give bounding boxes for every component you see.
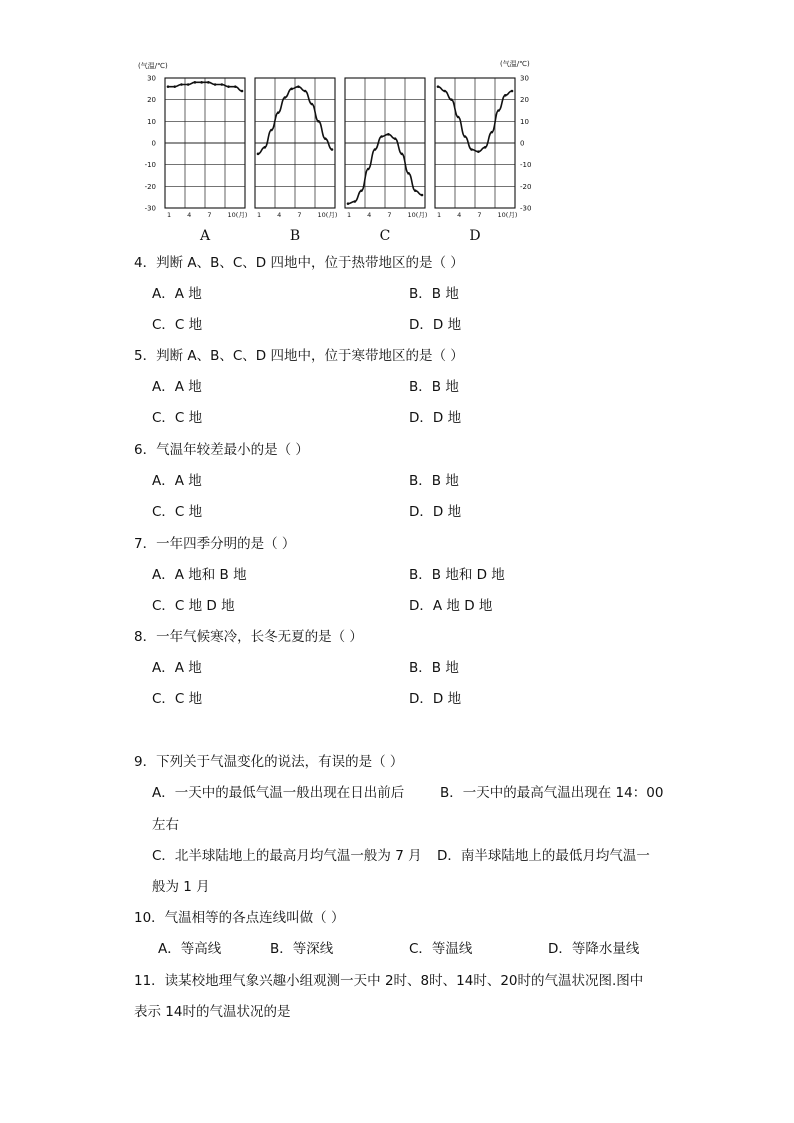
series-C-point xyxy=(367,168,370,171)
series-B-point xyxy=(263,146,266,149)
question-7-stem: 7．一年四季分明的是（ ） xyxy=(134,536,296,552)
x-tick-label: 10(月) xyxy=(407,211,428,219)
question-6-option-b: B．B 地 xyxy=(409,473,459,489)
x-tick-label: 4 xyxy=(367,211,372,219)
y-unit-left: (气温/℃) xyxy=(138,62,168,70)
y-tick-left: -20 xyxy=(144,182,156,191)
y-tick-right: 0 xyxy=(520,139,525,148)
question-10-option-b: B．等深线 xyxy=(270,941,334,957)
series-C-point xyxy=(347,202,350,205)
x-tick-label: 7 xyxy=(297,211,302,219)
question-4-option-d: D．D 地 xyxy=(409,317,462,333)
question-9-option-d-cont: 般为 1 月 xyxy=(152,879,210,895)
y-tick-right: 30 xyxy=(520,74,529,83)
x-tick-label: 7 xyxy=(477,211,482,219)
x-tick-label: 7 xyxy=(387,211,392,219)
series-B-point xyxy=(324,137,327,140)
series-D-point xyxy=(497,109,500,112)
y-tick-left: 20 xyxy=(147,96,156,105)
series-C-point xyxy=(401,153,404,156)
question-10-option-d: D．等降水量线 xyxy=(548,941,640,957)
question-6-stem: 6．气温年较差最小的是（ ） xyxy=(134,442,309,458)
series-A-point xyxy=(234,85,237,88)
series-D-point xyxy=(443,90,446,93)
series-A-point xyxy=(227,85,230,88)
y-tick-left: -30 xyxy=(144,204,156,213)
series-A-point xyxy=(214,83,217,86)
question-9-option-b-cont: 左右 xyxy=(152,817,179,833)
y-tick-right: -10 xyxy=(520,161,532,170)
chart-letter-D: D xyxy=(469,228,481,244)
question-7-option-c: C．C 地 D 地 xyxy=(152,598,235,614)
series-B-point xyxy=(297,85,300,88)
series-C-point xyxy=(360,189,363,192)
x-tick-label: 10(月) xyxy=(497,211,518,219)
question-5-option-d: D．D 地 xyxy=(409,410,462,426)
series-B-point xyxy=(290,88,293,91)
x-tick-label: 1 xyxy=(437,211,442,219)
x-tick-label: 4 xyxy=(277,211,282,219)
question-10-option-a: A．等高线 xyxy=(158,941,222,957)
question-4-option-a: A．A 地 xyxy=(152,286,202,302)
question-5-option-b: B．B 地 xyxy=(409,379,459,395)
series-D-point xyxy=(470,148,473,151)
x-tick-label: 1 xyxy=(257,211,262,219)
series-B-point xyxy=(257,153,260,156)
chart-letter-B: B xyxy=(289,228,301,244)
x-tick-label: 10(月) xyxy=(317,211,338,219)
x-tick-label: 10(月) xyxy=(227,211,248,219)
series-C-point xyxy=(414,189,417,192)
question-10-stem: 10．气温相等的各点连线叫做（ ） xyxy=(134,910,345,926)
x-tick-label: 7 xyxy=(207,211,212,219)
series-D-point xyxy=(484,146,487,149)
series-D-point xyxy=(504,94,507,97)
series-A-point xyxy=(173,85,176,88)
series-A-point xyxy=(194,81,197,84)
x-tick-label: 1 xyxy=(347,211,352,219)
question-7-option-b: B．B 地和 D 地 xyxy=(409,567,505,583)
series-A-point xyxy=(200,81,203,84)
question-9-option-a: A．一天中的最低气温一般出现在日出前后 xyxy=(152,785,405,801)
question-6-option-a: A．A 地 xyxy=(152,473,202,489)
question-8-option-b: B．B 地 xyxy=(409,660,459,676)
series-B-point xyxy=(311,103,314,106)
question-9-option-b: B．一天中的最高气温出现在 14：00 xyxy=(440,785,664,801)
question-8-option-d: D．D 地 xyxy=(409,691,462,707)
question-5-stem: 5．判断 A、B、C、D 四地中，位于寒带地区的是（ ） xyxy=(134,348,464,364)
question-6-option-c: C．C 地 xyxy=(152,504,203,520)
question-5-option-c: C．C 地 xyxy=(152,410,203,426)
series-D-point xyxy=(511,90,514,93)
series-A-point xyxy=(180,83,183,86)
series-C-point xyxy=(394,137,397,140)
series-C-point xyxy=(407,172,410,175)
series-D-point xyxy=(491,131,494,134)
question-7-option-d: D．A 地 D 地 xyxy=(409,598,493,614)
series-D-point xyxy=(450,98,453,101)
series-B-point xyxy=(270,129,273,132)
question-5-option-a: A．A 地 xyxy=(152,379,202,395)
y-tick-left: 0 xyxy=(151,139,156,148)
series-B-point xyxy=(304,90,307,93)
question-7-option-a: A．A 地和 B 地 xyxy=(152,567,247,583)
question-8-option-c: C．C 地 xyxy=(152,691,203,707)
y-tick-right: -20 xyxy=(520,182,532,191)
y-tick-right: 10 xyxy=(520,117,529,126)
y-tick-left: 30 xyxy=(147,74,156,83)
series-C-point xyxy=(380,135,383,138)
series-A-point xyxy=(221,83,224,86)
y-tick-right: -30 xyxy=(520,204,532,213)
question-8-stem: 8．一年气候寒冷，长冬无夏的是（ ） xyxy=(134,629,363,645)
series-C-point xyxy=(387,133,390,136)
series-D-point xyxy=(437,85,440,88)
series-B-point xyxy=(317,120,320,123)
chart-letter-C: C xyxy=(379,228,391,244)
series-D-point xyxy=(464,135,467,138)
y-tick-left: -10 xyxy=(144,161,156,170)
series-A-point xyxy=(167,85,170,88)
series-D-point xyxy=(477,150,480,153)
series-D-point xyxy=(457,116,460,119)
question-9-stem: 9．下列关于气温变化的说法，有误的是（ ） xyxy=(134,754,404,770)
y-tick-left: 10 xyxy=(147,117,156,126)
question-11-stem-line2: 表示 14时的气温状况的是 xyxy=(134,1004,291,1020)
question-4-option-b: B．B 地 xyxy=(409,286,459,302)
temperature-charts-figure xyxy=(130,58,550,253)
question-9-option-c: C．北半球陆地上的最高月均气温一般为 7 月 xyxy=(152,848,422,864)
series-B-point xyxy=(277,111,280,114)
series-C-point xyxy=(353,200,356,203)
series-B-point xyxy=(284,96,287,99)
series-B-point xyxy=(331,148,334,151)
question-8-option-a: A．A 地 xyxy=(152,660,202,676)
question-6-option-d: D．D 地 xyxy=(409,504,462,520)
question-4-stem: 4．判断 A、B、C、D 四地中，位于热带地区的是（ ） xyxy=(134,255,464,271)
x-tick-label: 1 xyxy=(167,211,172,219)
series-C-point xyxy=(421,194,424,197)
question-11-stem-line1: 11．读某校地理气象兴趣小组观测一天中 2时、8时、14时、20时的气温状况图.图中 xyxy=(134,973,644,989)
question-9-option-d: D．南半球陆地上的最低月均气温一 xyxy=(437,848,650,864)
series-C-point xyxy=(374,148,377,151)
x-tick-label: 4 xyxy=(457,211,462,219)
question-10-option-c: C．等温线 xyxy=(409,941,473,957)
chart-letter-A: A xyxy=(199,228,211,244)
series-A-point xyxy=(241,90,244,93)
series-A-point xyxy=(207,81,210,84)
x-tick-label: 4 xyxy=(187,211,192,219)
question-4-option-c: C．C 地 xyxy=(152,317,203,333)
y-tick-right: 20 xyxy=(520,96,529,105)
series-A-point xyxy=(187,83,190,86)
y-unit-right: (气温/℃) xyxy=(500,60,530,68)
